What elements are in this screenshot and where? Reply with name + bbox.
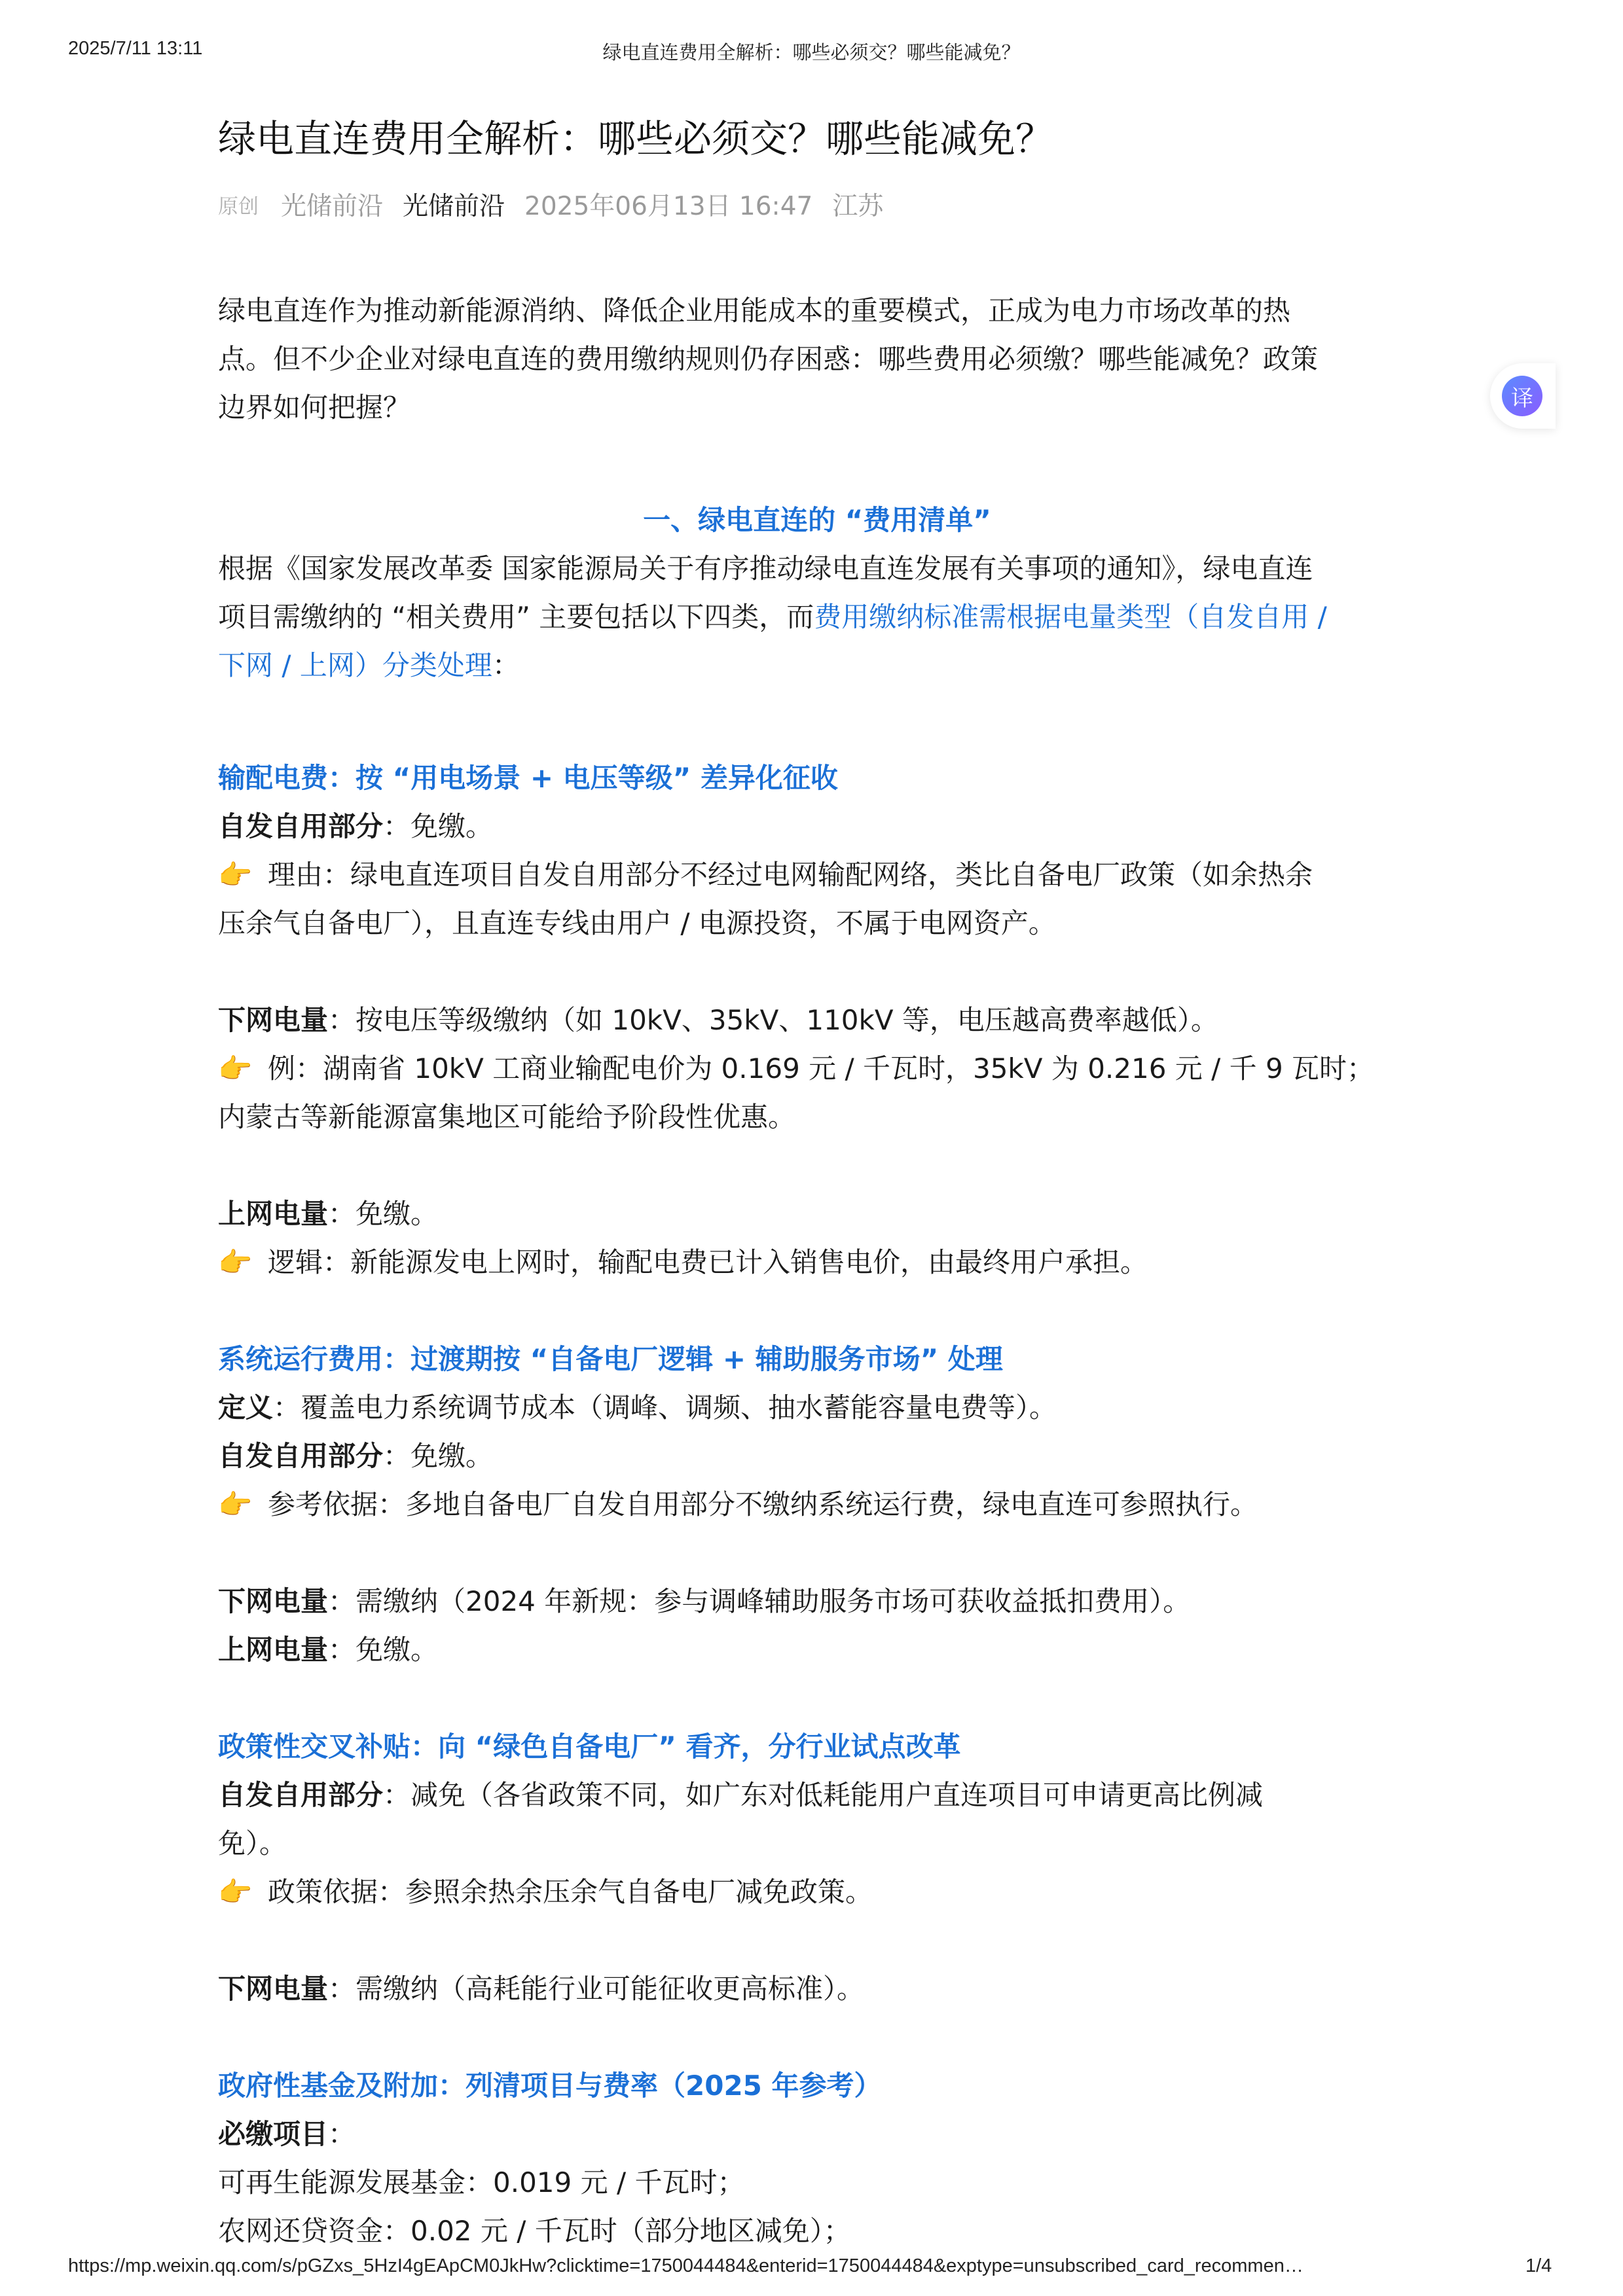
list-item: 可再生能源发展基金：0.019 元 / 千瓦时； <box>218 2166 745 2198</box>
paragraph-text: 例：湖南省 10kV 工商业输配电价为 0.169 元 / 千瓦时，35kV 为 0.216 元 / 千 9 瓦时； <box>268 1052 1375 1085</box>
paragraph-line <box>218 1577 1416 1626</box>
paragraph-text: ：覆盖电力系统调节成本（调峰、调频、抽水蓄能容量电费等）。 <box>273 1391 1057 1424</box>
pointing-hand-icon: 👉 <box>218 1052 253 1085</box>
paragraph-line <box>218 1771 1416 1820</box>
label-bold: 必缴项目 <box>218 2118 329 2150</box>
highlight-link[interactable]: 费用缴纳标准需根据电量类型（自发自用 / <box>814 601 1327 633</box>
intro-line: 绿电直连作为推动新能源消纳、降低企业用能成本的重要模式，正成为电力市场改革的热 <box>218 295 1291 327</box>
paragraph-text: ：免缴。 <box>383 810 494 842</box>
paragraph-text: ：减免（各省政策不同，如广东对低耗能用户直连项目可申请更高比例减 <box>383 1779 1264 1811</box>
paragraph-line <box>218 2110 1416 2159</box>
translate-button[interactable] <box>1490 363 1556 429</box>
paragraph-line <box>218 1238 1416 1287</box>
article-body <box>218 287 1416 2255</box>
subsection-heading-transmission: 输配电费：按 “用电场景 + 电压等级” 差异化征收 <box>218 762 838 794</box>
paragraph-text: 理由：绿电直连项目自发自用部分不经过电网输配网络，类比自备电厂政策（如余热余 <box>268 859 1313 891</box>
paragraph-line <box>218 1432 1416 1480</box>
paragraph-line: 免）。 <box>218 1827 287 1859</box>
paragraph-text: ：按电压等级缴纳（如 10kV、35kV、110kV 等，电压越高费率越低）。 <box>328 1004 1218 1036</box>
paragraph-text: ：需缴纳（2024 年新规：参与调峰辅助服务市场可获收益抵扣费用）。 <box>328 1585 1191 1617</box>
paragraph-text: ：需缴纳（高耗能行业可能征收更高标准）。 <box>328 1973 865 2005</box>
paragraph-text: ：免缴。 <box>328 1634 439 1666</box>
paragraph-text: ： <box>492 649 520 681</box>
highlight-link[interactable]: 下网 / 上网）分类处理 <box>218 649 492 681</box>
paragraph-line <box>218 1384 1416 1432</box>
paragraph-line <box>218 1965 1416 2013</box>
paragraph-line <box>218 802 1416 851</box>
paragraph-line <box>218 996 1416 1045</box>
label-bold: 下网电量 <box>218 1004 329 1036</box>
list-item: 农网还贷资金：0.02 元 / 千瓦时（部分地区减免）； <box>218 2215 851 2247</box>
paragraph-line <box>218 593 1416 641</box>
subsection-heading-subsidy: 政策性交叉补贴：向 “绿色自备电厂” 看齐，分行业试点改革 <box>218 1731 961 1763</box>
pointing-hand-icon: 👉 <box>218 1246 253 1278</box>
publish-location: 江苏 <box>832 192 884 221</box>
paragraph-line <box>218 851 1416 899</box>
paragraph-text: 参考依据：多地自备电厂自发自用部分不缴纳系统运行费，绿电直连可参照执行。 <box>268 1488 1258 1520</box>
paragraph-text: 政策依据：参照余热余压余气自备电厂减免政策。 <box>268 1876 873 1908</box>
paragraph-text: ：免缴。 <box>383 1440 494 1472</box>
paragraph-line: 压余气自备电厂），且直连专线由用户 / 电源投资，不属于电网资产。 <box>218 907 1056 939</box>
article <box>218 110 1416 2255</box>
translate-icon: 译 <box>1502 376 1542 416</box>
print-header <box>0 38 1623 64</box>
label-bold: 自发自用部分 <box>218 1779 384 1811</box>
section-heading: 一、绿电直连的 “费用清单” <box>643 504 991 536</box>
print-page-number: 1/4 <box>1525 2255 1552 2276</box>
paragraph-line <box>218 1480 1416 1529</box>
article-meta <box>218 185 1416 224</box>
label-bold: 上网电量 <box>218 1634 329 1666</box>
paragraph-text: ： <box>328 2118 356 2150</box>
print-url: https://mp.weixin.qq.com/s/pGZxs_5HzI4gEApCM0JkHw?clicktime=1750044484&enterid=1750044484&exptype=unsubscribed_card_recommen… <box>68 2255 1304 2276</box>
intro-line: 点。但不少企业对绿电直连的费用缴纳规则仍存困惑：哪些费用必须缴？哪些能减免？政策 <box>218 343 1319 375</box>
pointing-hand-icon: 👉 <box>218 859 253 891</box>
subsection-heading-fund: 政府性基金及附加：列清项目与费率（2025 年参考） <box>218 2070 882 2102</box>
print-footer <box>0 2255 1623 2282</box>
paragraph-text: 项目需缴纳的 “相关费用” 主要包括以下四类，而 <box>218 601 814 633</box>
paragraph-line: 内蒙古等新能源富集地区可能给予阶段性优惠。 <box>218 1101 796 1133</box>
label-bold: 自发自用部分 <box>218 1440 384 1472</box>
pointing-hand-icon: 👉 <box>218 1876 253 1908</box>
paragraph-text: 逻辑：新能源发电上网时，输配电费已计入销售电价，由最终用户承担。 <box>268 1246 1148 1278</box>
print-page-title: 绿电直连费用全解析：哪些必须交？哪些能减免？ <box>602 43 1021 63</box>
paragraph-line: 根据《国家发展改革委 国家能源局关于有序推动绿电直连发展有关事项的通知》，绿电直连 <box>218 552 1313 584</box>
print-datetime: 2025/7/11 13:11 <box>68 38 203 59</box>
label-bold: 下网电量 <box>218 1973 329 2005</box>
paragraph-line <box>218 1626 1416 1674</box>
subsection-heading-system: 系统运行费用：过渡期按 “自备电厂逻辑 + 辅助服务市场” 处理 <box>218 1343 1003 1375</box>
publish-date: 2025年06月13日 16:47 <box>524 192 813 221</box>
paragraph-line <box>218 1190 1416 1238</box>
author-name[interactable]: 光储前沿 <box>281 192 384 221</box>
account-link[interactable]: 光储前沿 <box>403 192 505 221</box>
article-title: 绿电直连费用全解析：哪些必须交？哪些能减免？ <box>218 117 1054 161</box>
label-bold: 自发自用部分 <box>218 810 384 842</box>
original-tag: 原创 <box>218 194 259 219</box>
pointing-hand-icon: 👉 <box>218 1488 253 1520</box>
label-bold: 定义 <box>218 1391 274 1424</box>
paragraph-text: ：免缴。 <box>328 1198 439 1230</box>
paragraph-line <box>218 1868 1416 1916</box>
intro-line: 边界如何把握？ <box>218 391 411 423</box>
paragraph-line <box>218 641 1416 690</box>
paragraph-line <box>218 1045 1416 1093</box>
label-bold: 上网电量 <box>218 1198 329 1230</box>
label-bold: 下网电量 <box>218 1585 329 1617</box>
